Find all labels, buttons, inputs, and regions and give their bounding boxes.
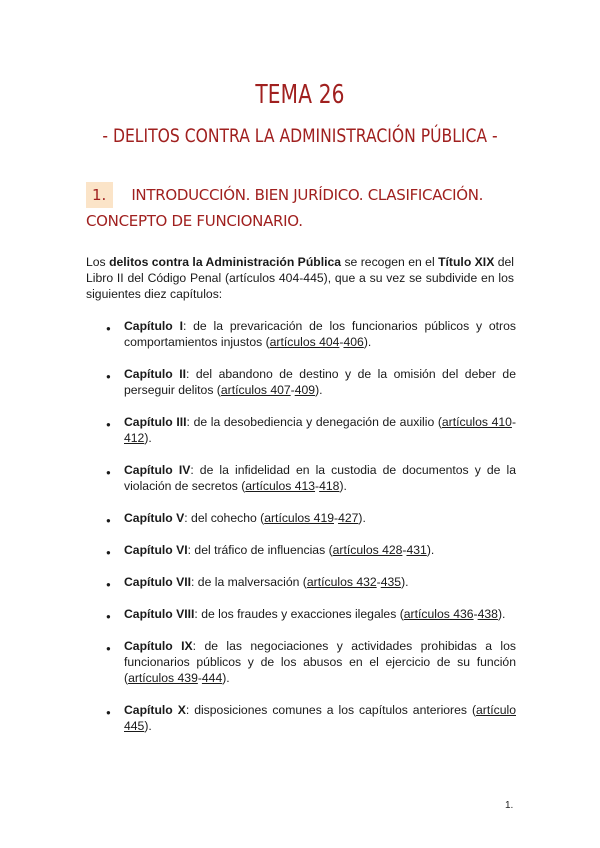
bullet-icon: ● — [106, 580, 111, 589]
range-separator: - — [197, 671, 202, 685]
intro-bold-2: Título XIX — [438, 255, 495, 269]
article-link[interactable]: artículos 432 — [306, 575, 377, 589]
intro-paragraph — [86, 254, 514, 302]
chapter-description: : del cohecho ( — [184, 511, 265, 525]
intro-bold-1: delitos contra la Administración Pública — [109, 255, 342, 269]
article-link[interactable]: 444 — [201, 671, 223, 685]
chapter-end: ). — [339, 479, 347, 493]
page-number: 1. — [505, 800, 514, 811]
chapter-description: : de las negociaciones y actividades prohibidas a los funcionarios públicos y de los abusos en el ejercicio de su función ( — [124, 639, 516, 685]
chapter-label: Capítulo IX — [124, 639, 193, 653]
chapter-label: Capítulo IV — [124, 463, 191, 477]
chapter-label: Capítulo III — [124, 415, 187, 429]
article-link[interactable]: artículo 445 — [124, 703, 516, 733]
chapter-end: ). — [144, 719, 152, 733]
article-link[interactable]: artículos 439 — [128, 671, 198, 685]
intro-text-3: del Libro II del Código Penal (artículos 404-445), que a su vez se subdivide en los siguientes diez capítulos: — [86, 255, 515, 301]
chapter-label: Capítulo II — [124, 367, 186, 381]
range-separator: - — [315, 479, 320, 493]
intro-text-2: se recogen en el — [341, 255, 439, 269]
chapter-end: ). — [426, 543, 435, 557]
bullet-icon: ● — [106, 468, 111, 477]
article-link[interactable]: artículos 404 — [269, 335, 340, 349]
chapter-item — [86, 462, 516, 494]
range-separator: - — [511, 415, 516, 429]
chapter-item — [86, 638, 516, 686]
chapter-description: : de los fraudes y exacciones ilegales ( — [194, 607, 404, 621]
article-link[interactable]: 431 — [406, 543, 427, 557]
chapter-description: : de la malversación ( — [191, 575, 307, 589]
bullet-icon: ● — [106, 372, 111, 381]
chapter-item — [86, 574, 516, 590]
article-link[interactable]: artículos 413 — [245, 479, 316, 493]
chapter-description: : disposiciones comunes a los capítulos anteriores ( — [185, 703, 477, 717]
chapter-end: ). — [401, 575, 409, 589]
chapter-label: Capítulo X — [124, 703, 186, 717]
article-link[interactable]: 409 — [294, 383, 316, 397]
chapter-label: Capítulo I — [124, 319, 183, 333]
section-heading — [86, 182, 516, 234]
range-separator: - — [339, 335, 344, 349]
article-link[interactable]: artículos 407 — [220, 383, 291, 397]
article-link[interactable]: 438 — [477, 607, 498, 621]
section-title: INTRODUCCIÓN. BIEN JURÍDICO. CLASIFICACIÓN. CONCEPTO DE FUNCIONARIO. — [86, 186, 484, 230]
article-link[interactable]: 427 — [338, 511, 359, 525]
article-link[interactable]: 418 — [319, 479, 340, 493]
range-separator: - — [402, 543, 407, 557]
chapter-end: ). — [358, 511, 366, 525]
chapter-item — [86, 318, 516, 350]
bullet-icon: ● — [106, 644, 111, 653]
chapter-end: ). — [144, 431, 152, 445]
bullet-icon: ● — [106, 548, 111, 557]
chapter-label: Capítulo VII — [124, 575, 192, 589]
article-link[interactable]: 412 — [124, 431, 145, 445]
chapter-end: ). — [315, 383, 323, 397]
bullet-icon: ● — [106, 708, 111, 717]
chapter-description: : de la infidelidad en la custodia de documentos y de la violación de secretos ( — [124, 463, 516, 493]
chapter-item — [86, 510, 516, 526]
chapter-description: : del tráfico de influencias ( — [187, 543, 333, 557]
article-link[interactable]: artículos 436 — [403, 607, 474, 621]
chapter-end: ). — [497, 607, 506, 621]
article-link[interactable]: artículos 410 — [441, 415, 512, 429]
chapter-item — [86, 606, 516, 622]
chapter-description: : de la prevaricación de los funcionarios públicos y otros comportamientos injustos ( — [124, 319, 516, 349]
article-link[interactable]: 435 — [380, 575, 402, 589]
bullet-icon: ● — [106, 612, 111, 621]
chapter-label: Capítulo VIII — [124, 607, 195, 621]
bullet-icon: ● — [106, 516, 111, 525]
intro-text-1: Los — [86, 255, 110, 269]
article-link[interactable]: 406 — [343, 335, 364, 349]
chapter-description: : del abandono de destino y de la omisión del deber de perseguir delitos ( — [124, 367, 516, 397]
bullet-icon: ● — [106, 324, 111, 333]
chapter-end: ). — [363, 335, 372, 349]
chapter-item — [86, 414, 516, 446]
page-subtitle: - DELITOS CONTRA LA ADMINISTRACIÓN PÚBLICA - — [102, 125, 498, 147]
bullet-icon: ● — [106, 420, 111, 429]
chapter-item — [86, 366, 516, 398]
chapter-item — [86, 702, 516, 734]
section-number: 1. — [86, 182, 113, 208]
range-separator: - — [473, 607, 478, 621]
chapter-description: : de la desobediencia y denegación de auxilio ( — [186, 415, 442, 429]
article-link[interactable]: artículos 419 — [264, 511, 334, 525]
chapter-item — [86, 542, 516, 558]
chapter-end: ). — [222, 671, 230, 685]
range-separator: - — [376, 575, 381, 589]
chapter-label: Capítulo V — [124, 511, 185, 525]
range-separator: - — [334, 511, 339, 525]
chapter-label: Capítulo VI — [124, 543, 188, 557]
article-link[interactable]: artículos 428 — [332, 543, 403, 557]
page-title: TEMA 26 — [255, 80, 345, 110]
range-separator: - — [290, 383, 295, 397]
